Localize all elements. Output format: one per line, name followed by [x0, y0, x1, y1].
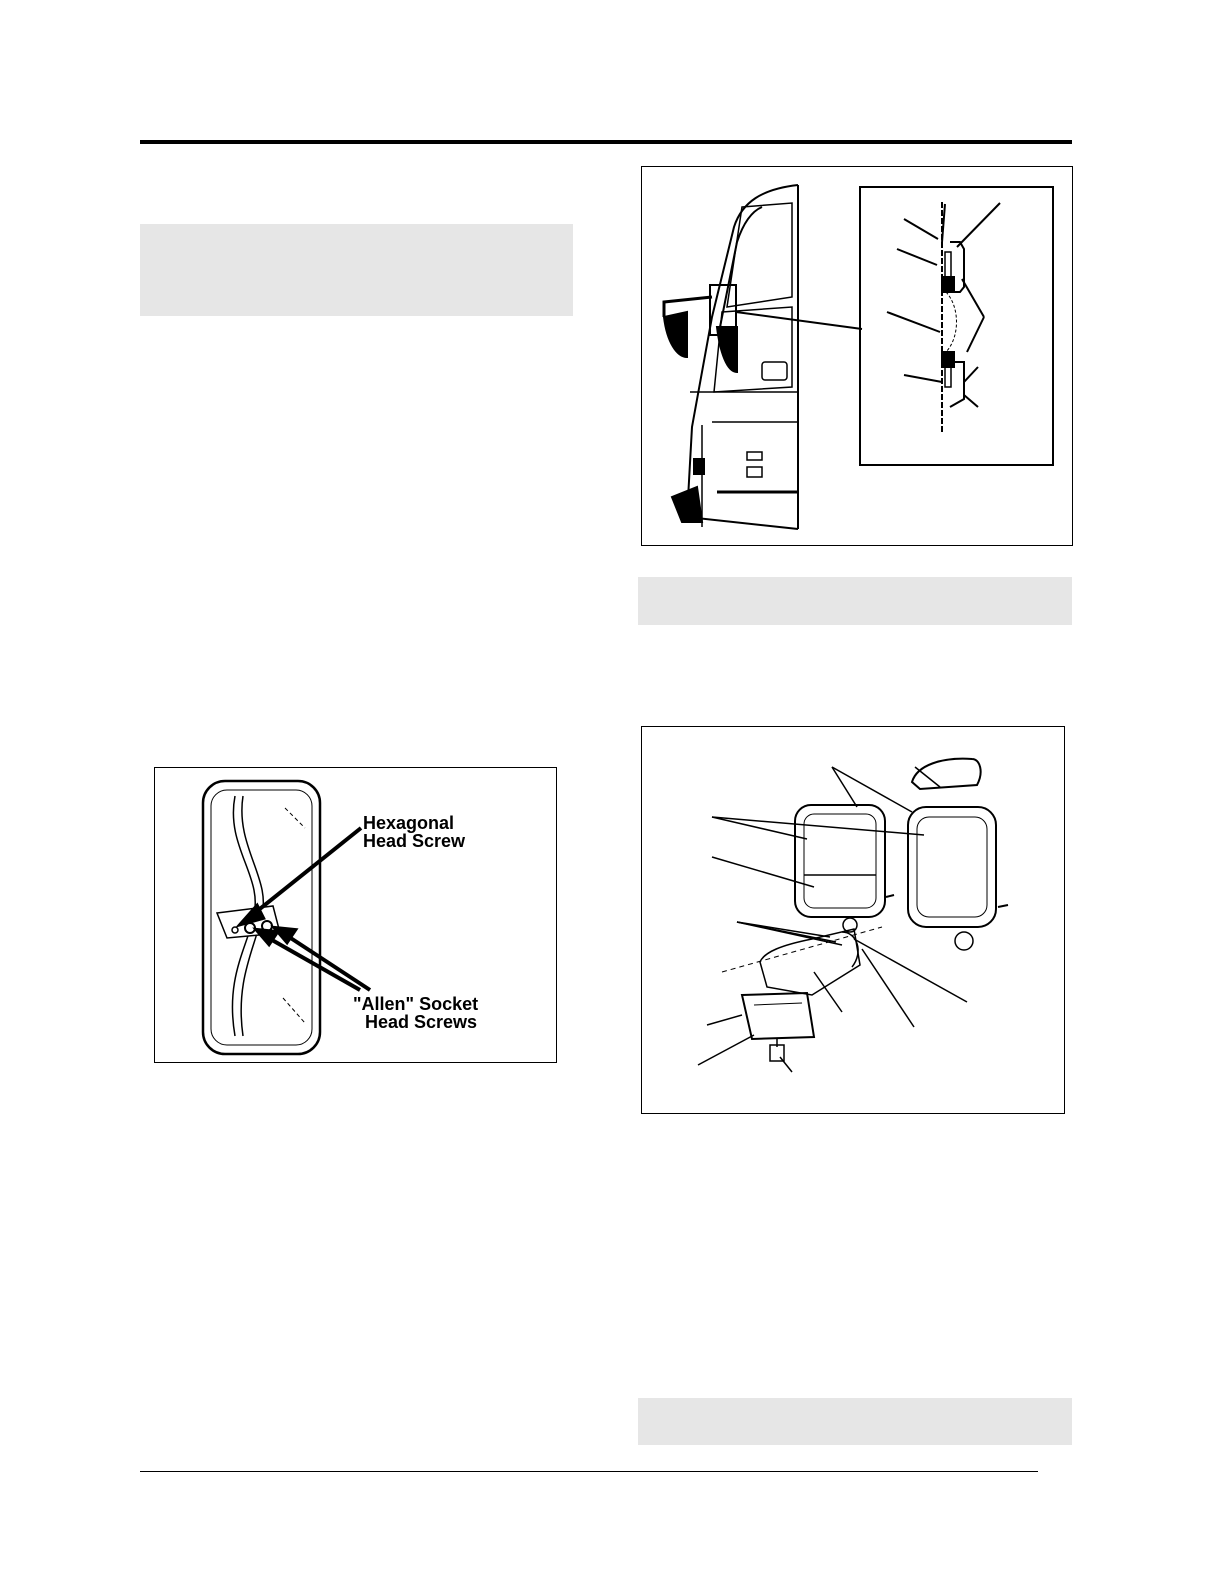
header-rule — [140, 140, 1072, 144]
figure-caption-box — [638, 577, 1072, 625]
label-hexagonal: Hexagonal — [363, 813, 455, 833]
figure-caption-box-bottom — [638, 1398, 1072, 1445]
coach-side-figure — [641, 166, 1073, 546]
label-head-screw: Head Screw — [363, 831, 466, 851]
section-heading-box — [140, 224, 573, 316]
mirror-illustration — [155, 768, 558, 1064]
footer-rule — [140, 1471, 1038, 1472]
coach-side-illustration — [642, 167, 1074, 547]
mirror-assembly-illustration — [642, 727, 1066, 1115]
label-allen-socket: "Allen" Socket — [353, 994, 479, 1014]
mirror-assembly-figure — [641, 726, 1065, 1114]
label-head-screws: Head Screws — [365, 1012, 478, 1032]
mirror-screws-figure — [154, 767, 557, 1063]
